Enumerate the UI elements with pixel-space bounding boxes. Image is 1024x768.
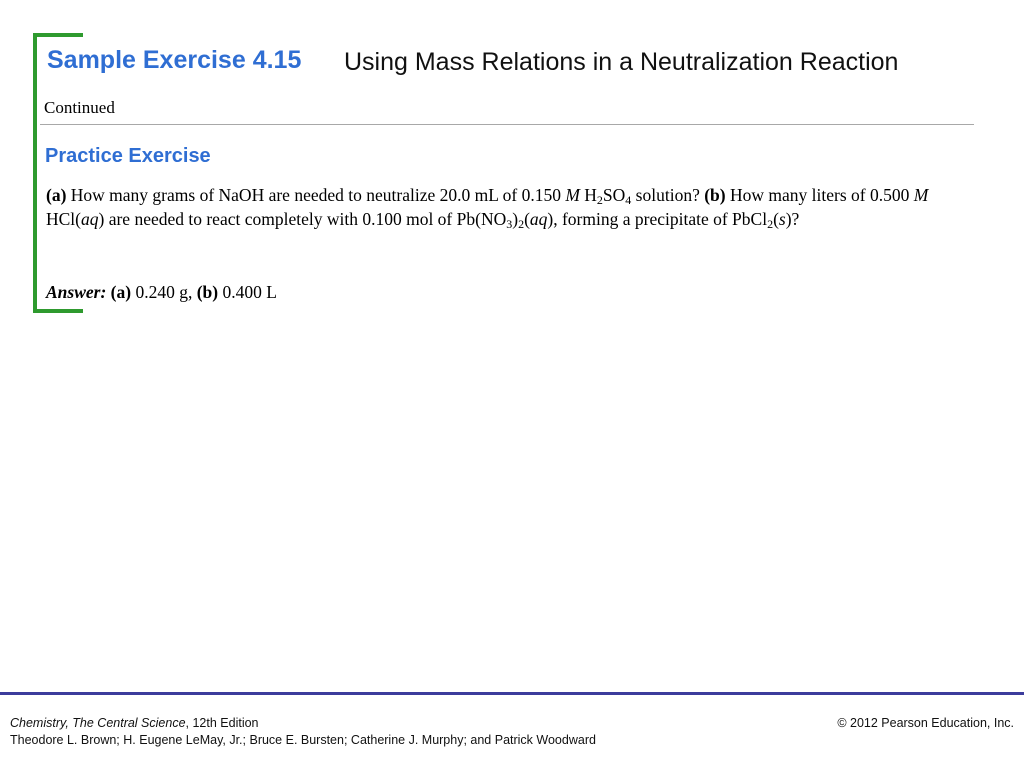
- book-edition: , 12th Edition: [185, 716, 259, 730]
- practice-heading: Practice Exercise: [45, 145, 211, 167]
- answer-a-tag: (a): [110, 282, 132, 302]
- continued-label: Continued: [44, 98, 115, 117]
- exercise-label: Sample Exercise 4.15: [47, 46, 302, 74]
- slide-title: Using Mass Relations in a Neutralization Reaction: [344, 48, 899, 76]
- answer-b-tag: (b): [196, 282, 219, 302]
- book-authors: Theodore L. Brown; H. Eugene LeMay, Jr.; Bruce E. Bursten; Catherine J. Murphy; and Patrick Woodward: [10, 733, 596, 747]
- footer-citation: [10, 715, 596, 749]
- book-title: Chemistry, The Central Science: [10, 716, 186, 730]
- practice-question: (a) How many grams of NaOH are needed to neutralize 20.0 mL of 0.150 M $H_2SO_4$ solution? (b) How many liters of 0.500 M HCl(aq) are needed to react completely with 0.100 mol of $Pb(NO_3)_2(aq)$, forming a precipitate of PbCl$_2$(s)?: [46, 185, 929, 231]
- green-bracket: [33, 33, 83, 313]
- answer-a-value: 0.240 g,: [135, 282, 193, 302]
- answer-b-value: 0.400 L: [222, 282, 277, 302]
- footer-rule: [0, 692, 1024, 695]
- copyright-notice: © 2012 Pearson Education, Inc.: [837, 716, 1014, 730]
- header-divider: [40, 124, 974, 125]
- answer-label: Answer:: [46, 282, 107, 302]
- practice-answer: [46, 280, 277, 304]
